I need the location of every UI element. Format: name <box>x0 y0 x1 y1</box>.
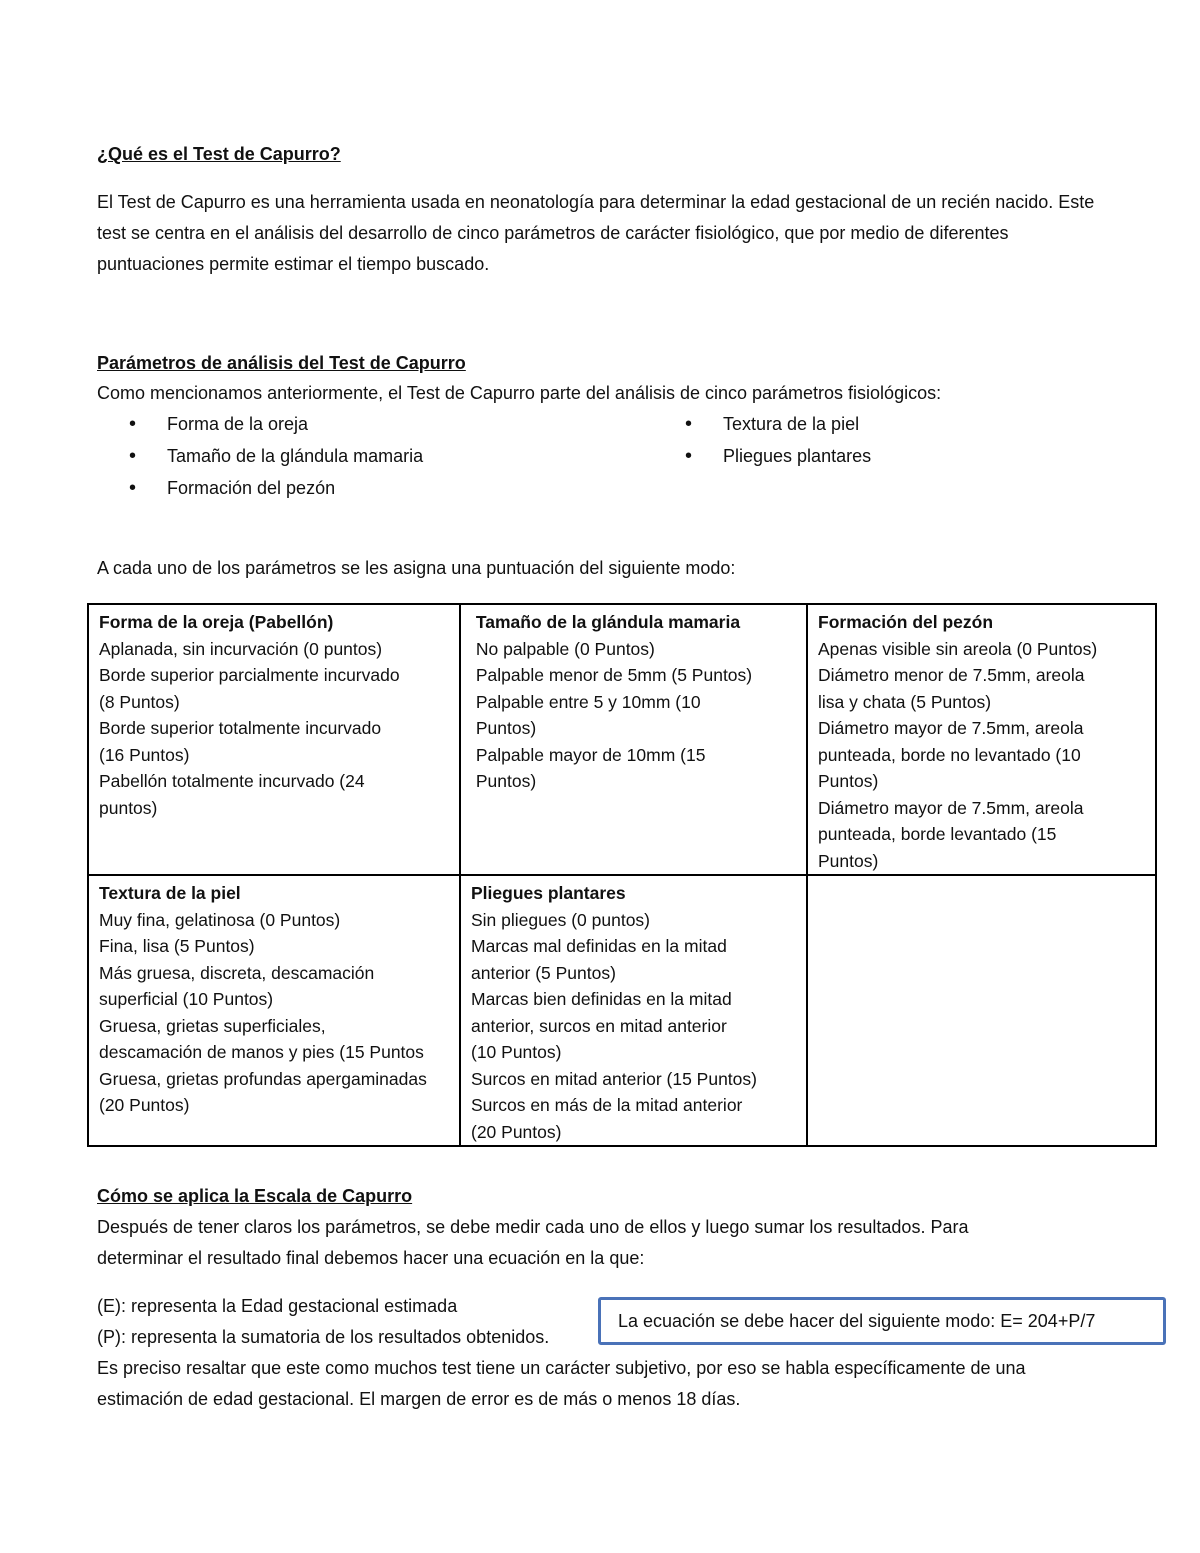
cell-item: anterior (5 Puntos) <box>471 962 616 983</box>
cell-item: Más gruesa, discreta, descamación <box>99 962 375 983</box>
cell-title: Formación del pezón <box>818 612 994 632</box>
parameters-intro: Como mencionamos anteriormente, el Test de Capurro parte del análisis de cinco parámetros fisiológicos: <box>97 383 942 403</box>
cell-item: superficial (10 Puntos) <box>99 989 274 1009</box>
scoring-table <box>87 603 1157 1147</box>
table-cell-skin-texture <box>88 875 460 1146</box>
bullet-list-right <box>653 408 871 472</box>
cell-item: Borde superior parcialmente incurvado <box>99 665 400 685</box>
cell-item: No palpable (0 Puntos) <box>471 638 655 659</box>
cell-item: (10 Puntos) <box>471 1042 562 1062</box>
definition-p: (P): representa la sumatoria de los resultados obtenidos. <box>97 1327 550 1347</box>
cell-item: Diámetro menor de 7.5mm, areola <box>818 665 1085 685</box>
cell-item: Muy fina, gelatinosa (0 Puntos) <box>99 909 341 930</box>
cell-item: Diámetro mayor de 7.5mm, areola <box>818 718 1084 738</box>
cell-item: Gruesa, grietas superficiales, <box>99 1015 326 1036</box>
paragraph-line: estimación de edad gestacional. El margen de error es de más o menos 18 días. <box>97 1389 741 1409</box>
list-item: • Textura de la piel <box>653 408 871 440</box>
list-item: • Formación del pezón <box>97 472 423 504</box>
paragraph-line: test se centra en el análisis del desarrollo de cinco parámetros de carácter fisiológico, que por medio de diferentes <box>97 223 1009 243</box>
table-cell-ear-shape <box>88 604 460 875</box>
paragraph-line: determinar el resultado final debemos hacer una ecuación en la que: <box>97 1248 645 1268</box>
cell-item: Palpable entre 5 y 10mm (10 <box>471 691 701 712</box>
cell-item: Gruesa, grietas profundas apergaminadas <box>99 1068 427 1089</box>
cell-title: Forma de la oreja (Pabellón) <box>99 612 334 632</box>
list-item: • Forma de la oreja <box>97 408 423 440</box>
cell-item: anterior, surcos en mitad anterior <box>471 1015 727 1036</box>
cell-item: (16 Puntos) <box>99 744 190 765</box>
definition-e: (E): representa la Edad gestacional estimada <box>97 1296 458 1316</box>
cell-item: punteada, borde levantado (15 <box>818 824 1057 844</box>
bullet-list-left <box>97 408 423 504</box>
cell-item: Fina, lisa (5 Puntos) <box>99 936 255 956</box>
equation-box: La ecuación se debe hacer del siguiente modo: E= 204+P/7 <box>598 1297 1166 1345</box>
cell-item: (8 Puntos) <box>99 691 180 712</box>
table-cell-empty <box>807 875 1156 1146</box>
cell-title: Pliegues plantares <box>471 883 626 903</box>
cell-item: Aplanada, sin incurvación (0 puntos) <box>99 638 383 659</box>
cell-item: Sin pliegues (0 puntos) <box>471 909 650 930</box>
cell-item: lisa y chata (5 Puntos) <box>818 691 992 712</box>
list-item: • Tamaño de la glándula mamaria <box>97 440 423 472</box>
cell-item: punteada, borde no levantado (10 <box>818 744 1081 765</box>
cell-item: Diámetro mayor de 7.5mm, areola <box>818 797 1084 818</box>
table-cell-mammary-gland <box>460 604 807 875</box>
cell-item: descamación de manos y pies (15 Puntos <box>99 1042 424 1062</box>
cell-item: Puntos) <box>471 771 537 791</box>
list-item: • Pliegues plantares <box>653 440 871 472</box>
paragraph-line: Es preciso resaltar que este como muchos test tiene un carácter subjetivo, por eso se habla específicamente de una <box>97 1358 1026 1378</box>
cell-item: puntos) <box>99 797 158 818</box>
table-row <box>88 604 1156 875</box>
paragraph-line: Después de tener claros los parámetros, se debe medir cada uno de ellos y luego sumar los resultados. Para <box>97 1217 969 1237</box>
section-title-what-is: ¿Qué es el Test de Capurro? <box>97 144 341 164</box>
cell-item: (20 Puntos) <box>471 1121 562 1142</box>
cell-item: Apenas visible sin areola (0 Puntos) <box>818 638 1098 659</box>
cell-item: Palpable menor de 5mm (5 Puntos) <box>471 665 753 685</box>
table-cell-plantar-creases <box>460 875 807 1146</box>
table-intro: A cada uno de los parámetros se les asigna una puntuación del siguiente modo: <box>97 558 736 578</box>
cell-title: Tamaño de la glándula mamaria <box>471 612 741 632</box>
table-row <box>88 875 1156 1146</box>
cell-item: Surcos en mitad anterior (15 Puntos) <box>471 1068 757 1089</box>
table-cell-nipple-formation <box>807 604 1156 875</box>
section-title-how-applied: Cómo se aplica la Escala de Capurro <box>97 1186 413 1206</box>
cell-item: Puntos) <box>818 850 879 871</box>
cell-item: Surcos en más de la mitad anterior <box>471 1095 743 1115</box>
cell-item: Marcas mal definidas en la mitad <box>471 936 727 956</box>
paragraph-line: El Test de Capurro es una herramienta usada en neonatología para determinar la edad gestacional de un recién nacido. Este <box>97 192 1095 212</box>
cell-item: Borde superior totalmente incurvado <box>99 718 382 738</box>
cell-title: Textura de la piel <box>99 883 241 903</box>
section-title-parameters: Parámetros de análisis del Test de Capurro <box>97 353 466 373</box>
cell-item: Palpable mayor de 10mm (15 <box>471 744 706 765</box>
cell-item: Puntos) <box>471 718 537 738</box>
cell-item: Pabellón totalmente incurvado (24 <box>99 771 365 791</box>
paragraph-line: puntuaciones permite estimar el tiempo buscado. <box>97 254 490 274</box>
cell-item: (20 Puntos) <box>99 1095 190 1115</box>
cell-item: Marcas bien definidas en la mitad <box>471 989 732 1009</box>
cell-item: Puntos) <box>818 771 879 791</box>
